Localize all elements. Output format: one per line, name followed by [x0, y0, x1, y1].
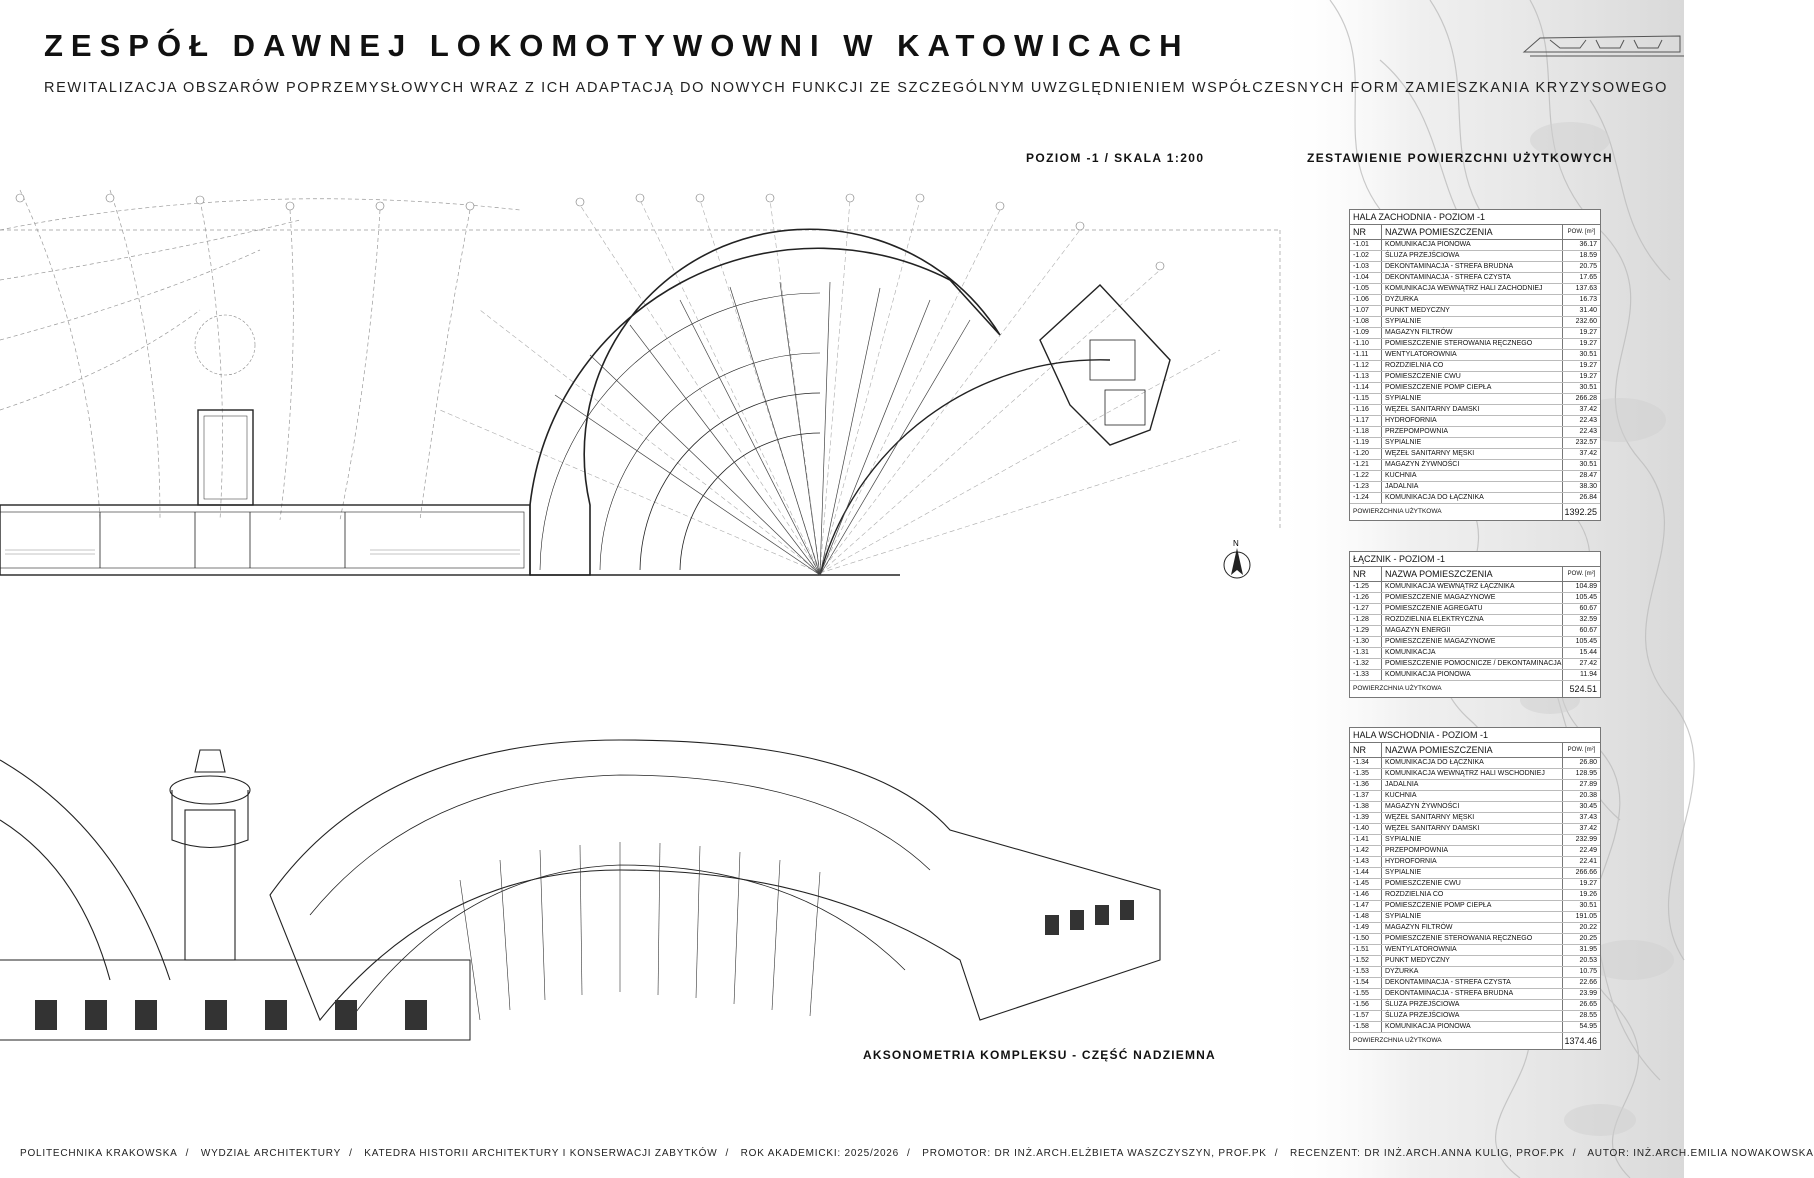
train-logo-icon — [1520, 26, 1684, 62]
room-name: ROZDZIELNIA CO — [1382, 361, 1563, 371]
table-row — [1350, 780, 1600, 791]
table-row — [1350, 857, 1600, 868]
room-area: 19.27 — [1579, 329, 1597, 336]
room-number: -1.38 — [1350, 802, 1382, 812]
room-number: -1.36 — [1350, 780, 1382, 790]
plan-level-scale: POZIOM -1 / SKALA 1:200 — [1026, 151, 1205, 165]
room-name: KOMUNIKACJA WEWNĄTRZ HALI ZACHODNIEJ — [1382, 284, 1563, 294]
room-area: 20.25 — [1579, 935, 1597, 942]
room-name: PRZEPOMPOWNIA — [1382, 846, 1563, 856]
table-row — [1350, 383, 1600, 394]
room-number: -1.51 — [1350, 945, 1382, 955]
table-row — [1350, 328, 1600, 339]
table-row — [1350, 295, 1600, 306]
table-total-row — [1350, 504, 1600, 520]
table-row — [1350, 273, 1600, 284]
total-value: 1374.46 — [1564, 1036, 1597, 1046]
room-number: -1.46 — [1350, 890, 1382, 900]
room-name: PUNKT MEDYCZNY — [1382, 956, 1563, 966]
room-name: WENTYLATOROWNIA — [1382, 945, 1563, 955]
table-row — [1350, 339, 1600, 350]
room-area: 191.05 — [1575, 913, 1597, 920]
room-name: PUNKT MEDYCZNY — [1382, 306, 1563, 316]
room-number: -1.19 — [1350, 438, 1382, 448]
total-label: POWIERZCHNIA UŻYTKOWA — [1350, 681, 1563, 697]
room-name: ŚLUZA PRZEJŚCIOWA — [1382, 1000, 1563, 1010]
table-row — [1350, 593, 1600, 604]
room-number: -1.04 — [1350, 273, 1382, 283]
room-name: SYPIALNIE — [1382, 394, 1563, 404]
table-row — [1350, 361, 1600, 372]
column-header-name: NAZWA POMIESZCZENIA — [1382, 225, 1563, 239]
footer-department: KATEDRA HISTORII ARCHITEKTURY I KONSERWACJI ZABYTKÓW — [364, 1148, 718, 1159]
room-area: 105.45 — [1575, 594, 1597, 601]
room-number: -1.16 — [1350, 405, 1382, 415]
room-area: 26.80 — [1579, 759, 1597, 766]
room-number: -1.07 — [1350, 306, 1382, 316]
room-area: 26.84 — [1579, 494, 1597, 501]
room-number: -1.52 — [1350, 956, 1382, 966]
room-area: 22.49 — [1579, 847, 1597, 854]
room-area: 11.94 — [1580, 671, 1597, 678]
table-row — [1350, 306, 1600, 317]
room-name: DYŻURKA — [1382, 967, 1563, 977]
room-number: -1.02 — [1350, 251, 1382, 261]
table-header-row — [1350, 743, 1600, 758]
room-number: -1.25 — [1350, 582, 1382, 592]
table-row — [1350, 758, 1600, 769]
table-row — [1350, 659, 1600, 670]
room-area: 19.27 — [1579, 880, 1597, 887]
room-number: -1.47 — [1350, 901, 1382, 911]
table-row — [1350, 824, 1600, 835]
room-name: SYPIALNIE — [1382, 438, 1563, 448]
table-row — [1350, 901, 1600, 912]
room-name: JADALNIA — [1382, 780, 1563, 790]
room-name: KOMUNIKACJA DO ŁĄCZNIKA — [1382, 758, 1563, 768]
table-row — [1350, 923, 1600, 934]
room-number: -1.34 — [1350, 758, 1382, 768]
table-row — [1350, 967, 1600, 978]
room-number: -1.33 — [1350, 670, 1382, 680]
room-name: SYPIALNIE — [1382, 912, 1563, 922]
room-area: 104.89 — [1575, 583, 1597, 590]
room-area: 30.51 — [1579, 384, 1597, 391]
room-number: -1.17 — [1350, 416, 1382, 426]
page-title: ZESPÓŁ DAWNEJ LOKOMOTYWOWNI W KATOWICACH — [44, 28, 1190, 63]
table-row — [1350, 868, 1600, 879]
room-area: 23.99 — [1579, 990, 1597, 997]
room-area: 31.95 — [1579, 946, 1597, 953]
total-label: POWIERZCHNIA UŻYTKOWA — [1350, 1033, 1563, 1049]
table-row — [1350, 317, 1600, 328]
room-area: 37.42 — [1579, 406, 1597, 413]
room-area: 60.67 — [1579, 627, 1597, 634]
tables-title: ZESTAWIENIE POWIERZCHNI UŻYTKOWYCH — [1307, 151, 1614, 165]
total-label: POWIERZCHNIA UŻYTKOWA — [1350, 504, 1563, 520]
room-area: 16.73 — [1579, 296, 1597, 303]
room-number: -1.27 — [1350, 604, 1382, 614]
room-number: -1.13 — [1350, 372, 1382, 382]
table-row — [1350, 394, 1600, 405]
table-row — [1350, 769, 1600, 780]
table-row — [1350, 934, 1600, 945]
axonometry-caption: AKSONOMETRIA KOMPLEKSU - CZĘŚĆ NADZIEMNA — [863, 1048, 1216, 1062]
room-name: DYŻURKA — [1382, 295, 1563, 305]
total-value: 1392.25 — [1564, 507, 1597, 517]
room-area: 19.27 — [1579, 373, 1597, 380]
table-row — [1350, 945, 1600, 956]
table-row — [1350, 648, 1600, 659]
room-name: WĘZEŁ SANITARNY MĘSKI — [1382, 449, 1563, 459]
table-row — [1350, 813, 1600, 824]
room-area: 30.51 — [1579, 351, 1597, 358]
room-area: 27.89 — [1579, 781, 1597, 788]
room-name: POMIESZCZENIE MAGAZYNOWE — [1382, 593, 1563, 603]
room-area: 20.22 — [1579, 924, 1597, 931]
table-row — [1350, 956, 1600, 967]
axonometric-drawing — [0, 720, 1190, 1040]
table-row — [1350, 240, 1600, 251]
area-table-connector — [1349, 551, 1601, 698]
column-header-area: POW. [m²] — [1567, 571, 1596, 577]
table-row — [1350, 1000, 1600, 1011]
room-number: -1.53 — [1350, 967, 1382, 977]
room-area: 128.95 — [1575, 770, 1597, 777]
room-name: WĘZEŁ SANITARNY DAMSKI — [1382, 405, 1563, 415]
room-number: -1.42 — [1350, 846, 1382, 856]
room-area: 20.38 — [1579, 792, 1597, 799]
room-area: 15.44 — [1579, 649, 1597, 656]
room-number: -1.28 — [1350, 615, 1382, 625]
page-subtitle: REWITALIZACJA OBSZARÓW POPRZEMYSŁOWYCH WRAZ Z ICH ADAPTACJĄ DO NOWYCH FUNKCJI ZE SZCZEGÓLNYM UWZGLĘDNIENIEM WSPÓŁCZESNYCH FORM ZAMIESZKANIA KRYZYSOWEGO — [44, 80, 1669, 96]
room-name: KUCHNIA — [1382, 471, 1563, 481]
room-area: 36.17 — [1579, 241, 1597, 248]
column-header-area: POW. [m²] — [1567, 229, 1596, 235]
room-number: -1.39 — [1350, 813, 1382, 823]
table-row — [1350, 637, 1600, 648]
room-number: -1.30 — [1350, 637, 1382, 647]
table-row — [1350, 350, 1600, 361]
room-number: -1.20 — [1350, 449, 1382, 459]
room-number: -1.11 — [1350, 350, 1382, 360]
room-name: DEKONTAMINACJA - STREFA BRUDNA — [1382, 989, 1563, 999]
room-number: -1.29 — [1350, 626, 1382, 636]
room-name: POMIESZCZENIE CWU — [1382, 879, 1563, 889]
footer-supervisor: PROMOTOR: DR INŻ.ARCH.ELŻBIETA WASZCZYSZYN, PROF.PK — [922, 1148, 1267, 1159]
room-area: 27.42 — [1579, 660, 1597, 667]
table-row — [1350, 670, 1600, 681]
room-area: 232.99 — [1575, 836, 1597, 843]
room-name: PRZEPOMPOWNIA — [1382, 427, 1563, 437]
table-row — [1350, 626, 1600, 637]
room-number: -1.43 — [1350, 857, 1382, 867]
table-row — [1350, 482, 1600, 493]
area-table-west-hall — [1349, 209, 1601, 521]
table-row — [1350, 493, 1600, 504]
column-header-nr: NR — [1350, 225, 1382, 239]
floor-plan-drawing — [0, 190, 1290, 660]
table-total-row — [1350, 1033, 1600, 1049]
room-name: POMIESZCZENIE POMOCNICZE / DEKONTAMINACJA — [1382, 659, 1563, 669]
total-value: 524.51 — [1569, 684, 1597, 694]
room-area: 37.42 — [1579, 450, 1597, 457]
table-header-row — [1350, 567, 1600, 582]
room-name: KOMUNIKACJA WEWNĄTRZ HALI WSCHODNIEJ — [1382, 769, 1563, 779]
room-name: KOMUNIKACJA PIONOWA — [1382, 670, 1563, 680]
room-number: -1.22 — [1350, 471, 1382, 481]
room-area: 22.41 — [1579, 858, 1597, 865]
room-number: -1.18 — [1350, 427, 1382, 437]
room-number: -1.45 — [1350, 879, 1382, 889]
room-name: POMIESZCZENIE POMP CIEPŁA — [1382, 901, 1563, 911]
room-number: -1.15 — [1350, 394, 1382, 404]
room-number: -1.37 — [1350, 791, 1382, 801]
room-name: KOMUNIKACJA PIONOWA — [1382, 1022, 1563, 1032]
room-name: ROZDZIELNIA CO — [1382, 890, 1563, 900]
room-name: MAGAZYN ŻYWNOŚCI — [1382, 802, 1563, 812]
room-area: 20.75 — [1579, 263, 1597, 270]
room-area: 22.43 — [1579, 417, 1597, 424]
room-name: POMIESZCZENIE STEROWANIA RĘCZNEGO — [1382, 339, 1563, 349]
room-area: 30.45 — [1579, 803, 1597, 810]
room-number: -1.58 — [1350, 1022, 1382, 1032]
table-total-row — [1350, 681, 1600, 697]
room-name: WĘZEŁ SANITARNY DAMSKI — [1382, 824, 1563, 834]
table-header-row — [1350, 225, 1600, 240]
room-number: -1.56 — [1350, 1000, 1382, 1010]
table-row — [1350, 1011, 1600, 1022]
room-number: -1.54 — [1350, 978, 1382, 988]
room-name: MAGAZYN FILTRÓW — [1382, 328, 1563, 338]
table-row — [1350, 978, 1600, 989]
column-header-nr: NR — [1350, 743, 1382, 757]
room-name: POMIESZCZENIE POMP CIEPŁA — [1382, 383, 1563, 393]
room-name: MAGAZYN ENERGII — [1382, 626, 1563, 636]
room-area: 30.51 — [1579, 461, 1597, 468]
room-area: 60.67 — [1579, 605, 1597, 612]
room-number: -1.21 — [1350, 460, 1382, 470]
room-name: MAGAZYN ŻYWNOŚCI — [1382, 460, 1563, 470]
table-row — [1350, 846, 1600, 857]
room-number: -1.06 — [1350, 295, 1382, 305]
table-row — [1350, 1022, 1600, 1033]
room-area: 232.57 — [1575, 439, 1597, 446]
room-number: -1.24 — [1350, 493, 1382, 503]
room-area: 31.40 — [1579, 307, 1597, 314]
room-area: 22.66 — [1579, 979, 1597, 986]
room-name: POMIESZCZENIE STEROWANIA RĘCZNEGO — [1382, 934, 1563, 944]
room-number: -1.09 — [1350, 328, 1382, 338]
room-area: 19.27 — [1579, 340, 1597, 347]
room-number: -1.41 — [1350, 835, 1382, 845]
table-row — [1350, 372, 1600, 383]
north-arrow-icon — [1224, 548, 1250, 578]
room-area: 10.75 — [1579, 968, 1597, 975]
room-name: POMIESZCZENIE MAGAZYNOWE — [1382, 637, 1563, 647]
room-name: KOMUNIKACJA WEWNĄTRZ ŁĄCZNIKA — [1382, 582, 1563, 592]
room-number: -1.35 — [1350, 769, 1382, 779]
room-number: -1.01 — [1350, 240, 1382, 250]
room-name: KUCHNIA — [1382, 791, 1563, 801]
footer-university: POLITECHNIKA KRAKOWSKA — [20, 1148, 178, 1159]
room-name: WENTYLATOROWNIA — [1382, 350, 1563, 360]
room-number: -1.50 — [1350, 934, 1382, 944]
room-area: 19.26 — [1579, 891, 1597, 898]
column-header-area: POW. [m²] — [1567, 747, 1596, 753]
room-name: ROZDZIELNIA ELEKTRYCZNA — [1382, 615, 1563, 625]
table-row — [1350, 251, 1600, 262]
room-name: ŚLUZA PRZEJŚCIOWA — [1382, 1011, 1563, 1021]
footer-author: AUTOR: INŻ.ARCH.EMILIA NOWAKOWSKA — [1587, 1148, 1814, 1159]
room-number: -1.32 — [1350, 659, 1382, 669]
table-row — [1350, 284, 1600, 295]
room-name: POMIESZCZENIE CWU — [1382, 372, 1563, 382]
footer-academic-year: ROK AKADEMICKI: 2025/2026 — [740, 1148, 900, 1159]
north-label: N — [1233, 539, 1239, 548]
table-row — [1350, 427, 1600, 438]
table-row — [1350, 989, 1600, 1000]
room-number: -1.40 — [1350, 824, 1382, 834]
room-number: -1.12 — [1350, 361, 1382, 371]
room-number: -1.44 — [1350, 868, 1382, 878]
room-area: 18.59 — [1579, 252, 1597, 259]
table-row — [1350, 460, 1600, 471]
footer-credits: POLITECHNIKA KRAKOWSKA / WYDZIAŁ ARCHITEKTURY / KATEDRA HISTORII ARCHITEKTURY I KONSERWACJI ZABYTKÓW / ROK AKADEMICKI: 2025/2026 / PROMOTOR: DR INŻ.ARCH.ELŻBIETA WASZCZYSZYN, PROF.PK / RECENZENT: DR INŻ.ARCH.ANNA KULIG, PROF.PK / AUTOR: INŻ.ARCH.EMILIA NOWAKOWSKA — [20, 1148, 1814, 1159]
room-number: -1.26 — [1350, 593, 1382, 603]
table-row — [1350, 449, 1600, 460]
table-row — [1350, 438, 1600, 449]
room-area: 37.42 — [1579, 825, 1597, 832]
room-name: HYDROFORNIA — [1382, 857, 1563, 867]
room-name: KOMUNIKACJA PIONOWA — [1382, 240, 1563, 250]
room-area: 38.30 — [1579, 483, 1597, 490]
room-area: 26.65 — [1579, 1001, 1597, 1008]
table-row — [1350, 912, 1600, 923]
column-header-name: NAZWA POMIESZCZENIA — [1382, 743, 1563, 757]
table-row — [1350, 802, 1600, 813]
table-row — [1350, 416, 1600, 427]
room-name: SYPIALNIE — [1382, 317, 1563, 327]
room-number: -1.57 — [1350, 1011, 1382, 1021]
room-area: 37.43 — [1579, 814, 1597, 821]
room-area: 17.65 — [1579, 274, 1597, 281]
room-area: 232.60 — [1575, 318, 1597, 325]
room-name: WĘZEŁ SANITARNY MĘSKI — [1382, 813, 1563, 823]
room-name: KOMUNIKACJA — [1382, 648, 1563, 658]
room-number: -1.49 — [1350, 923, 1382, 933]
table-row — [1350, 262, 1600, 273]
table-row — [1350, 615, 1600, 626]
room-name: HYDROFORNIA — [1382, 416, 1563, 426]
table-title: HALA WSCHODNIA - POZIOM -1 — [1350, 728, 1600, 743]
room-area: 28.55 — [1579, 1012, 1597, 1019]
room-name: SYPIALNIE — [1382, 835, 1563, 845]
table-title: ŁĄCZNIK - POZIOM -1 — [1350, 552, 1600, 567]
table-row — [1350, 604, 1600, 615]
footer-faculty: WYDZIAŁ ARCHITEKTURY — [200, 1148, 342, 1159]
room-area: 20.53 — [1579, 957, 1597, 964]
room-number: -1.31 — [1350, 648, 1382, 658]
room-area: 54.95 — [1579, 1023, 1597, 1030]
room-number: -1.05 — [1350, 284, 1382, 294]
room-name: DEKONTAMINACJA - STREFA BRUDNA — [1382, 262, 1563, 272]
room-number: -1.48 — [1350, 912, 1382, 922]
table-row — [1350, 835, 1600, 846]
room-name: SYPIALNIE — [1382, 868, 1563, 878]
footer-reviewer: RECENZENT: DR INŻ.ARCH.ANNA KULIG, PROF.PK — [1289, 1148, 1565, 1159]
room-number: -1.08 — [1350, 317, 1382, 327]
room-area: 266.66 — [1575, 869, 1597, 876]
room-number: -1.14 — [1350, 383, 1382, 393]
room-area: 19.27 — [1579, 362, 1597, 369]
room-number: -1.23 — [1350, 482, 1382, 492]
room-name: DEKONTAMINACJA - STREFA CZYSTA — [1382, 978, 1563, 988]
table-row — [1350, 879, 1600, 890]
room-number: -1.10 — [1350, 339, 1382, 349]
room-area: 266.28 — [1575, 395, 1597, 402]
room-area: 30.51 — [1579, 902, 1597, 909]
room-number: -1.55 — [1350, 989, 1382, 999]
table-row — [1350, 471, 1600, 482]
column-header-name: NAZWA POMIESZCZENIA — [1382, 567, 1563, 581]
room-area: 22.43 — [1579, 428, 1597, 435]
room-name: POMIESZCZENIE AGREGATU — [1382, 604, 1563, 614]
table-row — [1350, 791, 1600, 802]
room-area: 28.47 — [1579, 472, 1597, 479]
room-area: 32.59 — [1579, 616, 1597, 623]
room-area: 105.45 — [1575, 638, 1597, 645]
room-name: ŚLUZA PRZEJŚCIOWA — [1382, 251, 1563, 261]
table-row — [1350, 890, 1600, 901]
table-row — [1350, 582, 1600, 593]
room-name: DEKONTAMINACJA - STREFA CZYSTA — [1382, 273, 1563, 283]
area-table-east-hall — [1349, 727, 1601, 1050]
room-name: JADALNIA — [1382, 482, 1563, 492]
table-title: HALA ZACHODNIA - POZIOM -1 — [1350, 210, 1600, 225]
room-name: MAGAZYN FILTRÓW — [1382, 923, 1563, 933]
room-area: 137.63 — [1575, 285, 1597, 292]
column-header-nr: NR — [1350, 567, 1382, 581]
table-row — [1350, 405, 1600, 416]
room-name: KOMUNIKACJA DO ŁĄCZNIKA — [1382, 493, 1563, 503]
room-number: -1.03 — [1350, 262, 1382, 272]
